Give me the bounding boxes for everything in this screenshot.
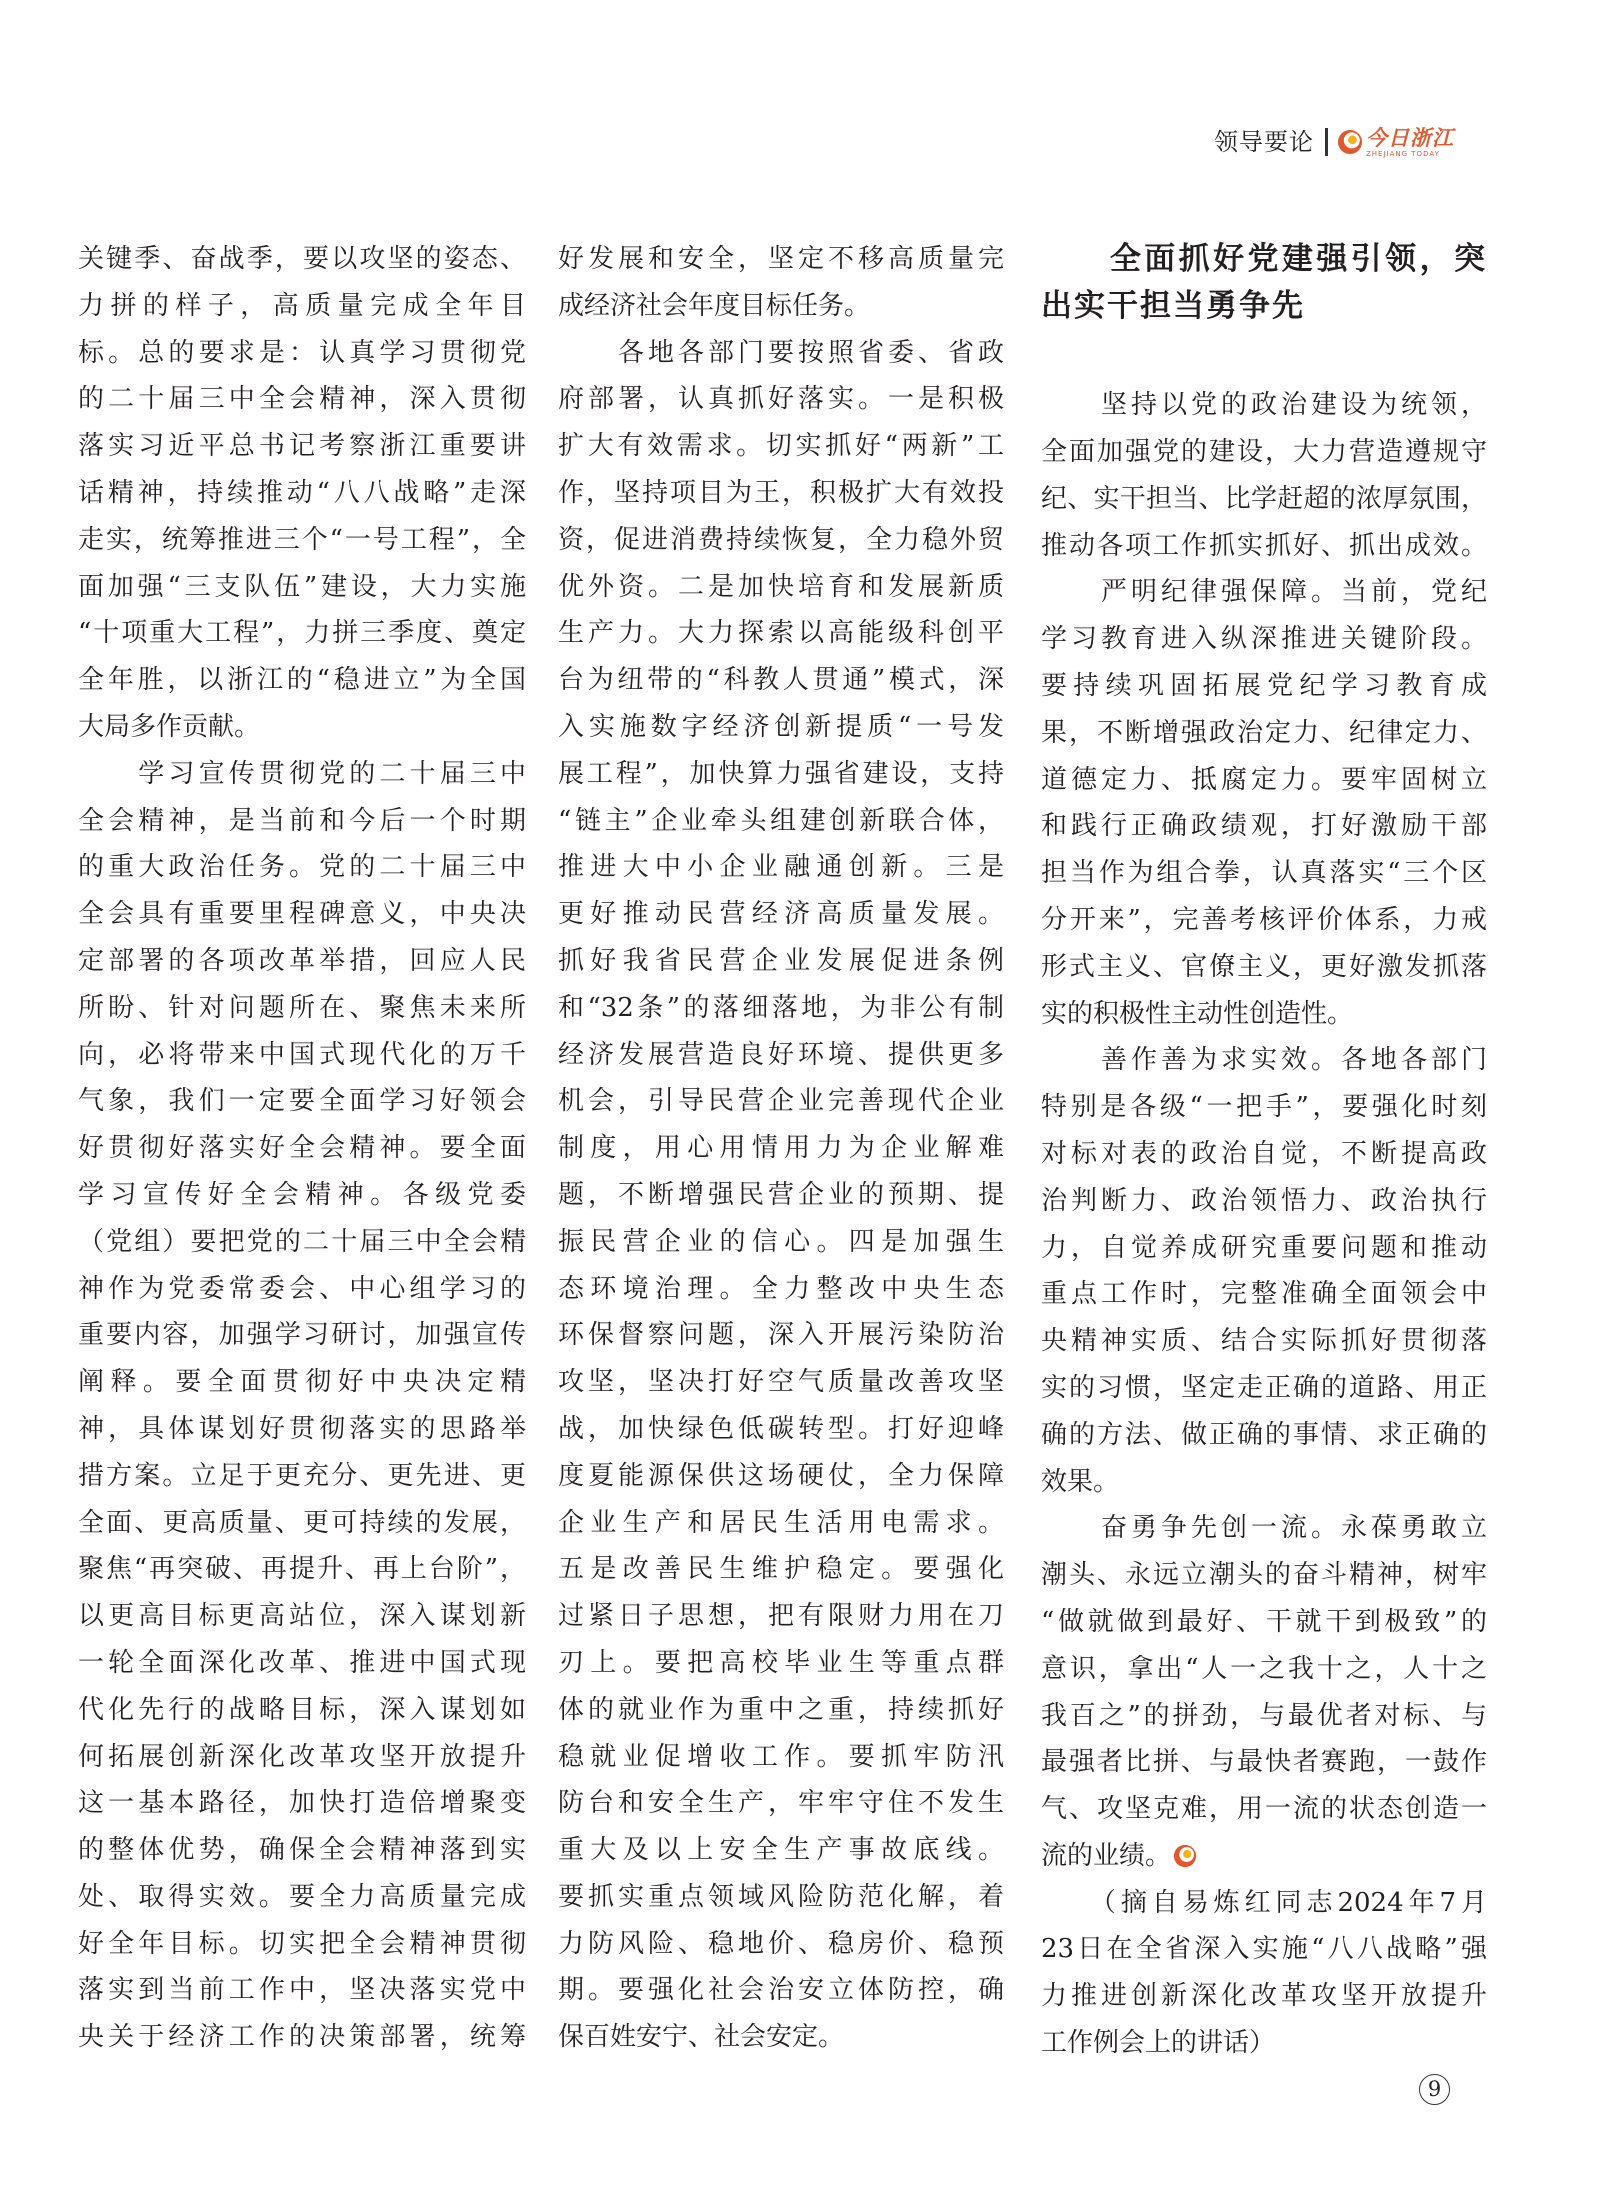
text-line (558, 1219, 1004, 1266)
line-text: 刃上。要把高校毕业生等重点群 (558, 1647, 1004, 1678)
text-line (558, 1266, 1004, 1313)
text-line (558, 236, 1004, 283)
line-text: 何拓展创新深化改革攻坚开放提升 (78, 1741, 526, 1772)
text-line (558, 1453, 1004, 1500)
line-text: 意识，拿出“人一之我十之，人十之 (1041, 1653, 1487, 1684)
text-line (558, 1546, 1004, 1593)
text-line (78, 1967, 526, 2014)
line-text: 重点工作时，完整准确全面领会中 (1041, 1279, 1487, 1310)
swirl-logo-icon (1173, 1844, 1197, 1868)
line-text: 五是改善民生维护稳定。要强化 (558, 1554, 1004, 1585)
line-text: 实的习惯，坚定走正确的道路、用正 (1041, 1372, 1487, 1403)
line-text: 重要内容，加强学习研讨，加强宣传 (78, 1320, 526, 1351)
text-line (558, 1687, 1004, 1734)
source-note-line: 工作例会上的讲话） (1041, 2028, 1276, 2059)
text-line (1041, 382, 1487, 429)
line-text: 防台和安全生产，牢牢守住不发生 (558, 1788, 1004, 1819)
line-text: 要抓实重点领域风险防范化解，着 (558, 1881, 1004, 1912)
line-text: 抓好我省民营企业发展促进条例 (558, 945, 1004, 976)
line-text: 体的就业作为重中之重，持续抓好 (558, 1694, 1004, 1725)
text-line (78, 704, 526, 751)
line-text: 学习教育进入纵深推进关键阶段。 (1041, 624, 1487, 655)
text-line (78, 470, 526, 517)
line-text: 担当作为组合拳，认真落实“三个区 (1041, 858, 1487, 889)
text-line (78, 1546, 526, 1593)
text-line (558, 517, 1004, 564)
text-line (78, 1874, 526, 1921)
text-line (558, 1359, 1004, 1406)
text-line (558, 470, 1004, 517)
text-line (1041, 523, 1487, 570)
line-text: 环保督察问题，深入开展污染防治 (558, 1320, 1004, 1351)
text-line (558, 1780, 1004, 1827)
text-line (1041, 1225, 1487, 1272)
line-text: “十项重大工程”，力拼三季度、奠定 (78, 618, 526, 649)
text-line (558, 844, 1004, 891)
line-text: 力拼的样子，高质量完成全年目 (78, 290, 526, 321)
text-line (78, 657, 526, 704)
line-text: 学习宣传贯彻党的二十届三中 (78, 758, 526, 789)
source-note-line: （摘自易炼红同志2024年7月 (1041, 1887, 1487, 1918)
text-line (1041, 1459, 1487, 1506)
line-text: 好贯彻好落实好全会精神。要全面 (78, 1133, 526, 1164)
paragraph (558, 330, 1004, 2061)
line-text: 我百之”的拼劲，与最优者对标、与 (1041, 1700, 1487, 1731)
line-text: 潮头、永远立潮头的奋斗精神，树牢 (1041, 1560, 1487, 1591)
line-text: 最强者比拼、与最快者赛跑，一鼓作 (1041, 1747, 1487, 1778)
line-text: 关键季、奋战季，要以攻坚的姿态、 (78, 244, 526, 274)
line-text: 振民营企业的信心。四是加强生 (558, 1226, 1004, 1257)
text-line (558, 704, 1004, 751)
text-line (558, 2014, 1004, 2061)
line-text: 全面加强党的建设，大力营造遵规守 (1041, 436, 1487, 467)
lead-phrase: 严明纪律强保障。 (1041, 577, 1341, 608)
line-text: 推进大中小企业融通创新。三是 (558, 852, 1004, 883)
text-line (558, 1312, 1004, 1359)
text-line (558, 938, 1004, 985)
heading-line: 出实干担当勇争先 (1041, 287, 1305, 324)
source-note (1041, 1880, 1487, 2067)
line-text: 这一基本路径，加快打造倍增聚变 (78, 1788, 526, 1819)
heading-line: 全面抓好党建强引领，突 (1041, 241, 1487, 277)
logo-wordmark (1366, 124, 1454, 158)
text-line (1041, 1365, 1487, 1412)
line-text: 话精神，持续推动“八八战略”走深 (78, 477, 526, 508)
line-text: 气象，我们一定要全面学习好领会 (78, 1086, 526, 1117)
page-number: 9 (1419, 2074, 1450, 2105)
line-text: “链主”企业牵头组建创新联合体， (558, 805, 1004, 836)
line-text: 面加强“三支队伍”建设，大力实施 (78, 571, 526, 602)
line-text: 效果。 (1041, 1466, 1120, 1497)
text-line (78, 1593, 526, 1640)
text-line (558, 376, 1004, 423)
line-text: 代化先行的战略目标，深入谋划如 (78, 1694, 526, 1725)
text-line (1041, 897, 1487, 944)
text-line (78, 376, 526, 423)
line-text: 展工程”，加快算力强省建设，支持 (558, 758, 1004, 789)
text-line (558, 564, 1004, 611)
paragraph (78, 751, 526, 2061)
text-line (558, 1874, 1004, 1921)
line-text: 以更高目标更高站位，深入谋划新 (78, 1601, 526, 1632)
text-line (78, 2014, 526, 2061)
text-line (78, 1172, 526, 1219)
running-header (1214, 122, 1454, 162)
logo-subtitle: ZHEJIANG TODAY (1366, 149, 1440, 158)
text-line (558, 423, 1004, 470)
line-text: 当前，党纪 (1340, 577, 1487, 608)
text-line (1041, 429, 1487, 476)
text-line (558, 1406, 1004, 1453)
text-line (1041, 850, 1487, 897)
line-text: 纪、实干担当、比学赶超的浓厚氛围， (1041, 483, 1487, 514)
text-line (1041, 616, 1487, 663)
line-text: 落实习近平总书记考察浙江重要讲 (78, 431, 526, 462)
source-note-line: 23日在全省深入实施“八八战略”强 (1041, 1934, 1487, 1965)
line-text: 和践行正确政绩观，打好激励干部 (1041, 811, 1487, 842)
line-text: 好全年目标。切实把全会精神贯彻 (78, 1928, 526, 1959)
text-line (78, 798, 526, 845)
text-line (558, 1734, 1004, 1781)
line-text: 重大及以上安全生产事故底线。 (558, 1835, 1004, 1866)
paragraph (1041, 1505, 1487, 1879)
source-note-line: 力推进创新深化改革攻坚开放提升 (1041, 1981, 1487, 2012)
paragraph (1041, 382, 1487, 569)
line-text: “做就做到最好、干就干到极致”的 (1041, 1606, 1487, 1637)
text-line (558, 891, 1004, 938)
section-heading (1041, 236, 1487, 330)
line-text: 台为纽带的“科教人贯通”模式，深 (558, 665, 1004, 696)
line-text: 处、取得实效。要全力高质量完成 (78, 1881, 526, 1912)
line-text: 分开来”，完善考核评价体系，力戒 (1041, 904, 1487, 935)
text-line (78, 1500, 526, 1547)
line-text: 的整体优势，确保全会精神落到实 (78, 1835, 526, 1866)
text-line (78, 517, 526, 564)
text-line (558, 1500, 1004, 1547)
text-line (1041, 1833, 1487, 1880)
line-text: 全年胜，以浙江的“稳进立”为全国 (78, 665, 526, 696)
line-text: 机会，引导民营企业完善现代企业 (558, 1086, 1004, 1117)
line-text: 攻坚，坚决打好空气质量改善攻坚 (558, 1367, 1004, 1398)
line-text: 态环境治理。全力整改中央生态 (558, 1273, 1004, 1304)
line-text: 制度，用心用情用力为企业解难 (558, 1133, 1004, 1164)
line-text: 措方案。立足于更充分、更先进、更 (78, 1460, 526, 1491)
paragraph (1041, 569, 1487, 1037)
text-line (78, 1219, 526, 1266)
text-line (1041, 1693, 1487, 1740)
text-line (1041, 1037, 1487, 1084)
text-column-1 (78, 236, 526, 2061)
text-line (78, 1640, 526, 1687)
line-text: 治判断力、政治领悟力、政治执行 (1041, 1185, 1487, 1216)
line-text: 气、攻坚克难，用一流的状态创造一 (1041, 1794, 1487, 1825)
line-text: 更好推动民营经济高质量发展。 (558, 899, 1004, 930)
line-text: 府部署，认真抓好落实。一是积极 (558, 384, 1004, 415)
text-line (78, 1406, 526, 1453)
text-line (1041, 569, 1487, 616)
paragraph (558, 236, 1004, 330)
text-line (558, 751, 1004, 798)
line-text: 永葆勇敢立 (1340, 1513, 1487, 1544)
text-line (558, 985, 1004, 1032)
line-text: 落实到当前工作中，坚决落实党中 (78, 1975, 526, 2006)
text-line (558, 610, 1004, 657)
line-text: 流的业绩。 (1041, 1840, 1172, 1871)
text-line (558, 1640, 1004, 1687)
magazine-logo (1337, 124, 1454, 158)
text-line (78, 610, 526, 657)
line-text: 和“32条”的落细落地，为非公有制 (558, 992, 1004, 1023)
text-line (78, 1780, 526, 1827)
line-text: 力，自觉养成研究重要问题和推动 (1041, 1232, 1487, 1263)
text-line (78, 1312, 526, 1359)
text-line (78, 423, 526, 470)
text-line (78, 1453, 526, 1500)
line-text: 学习宣传好全会精神。各级党委 (78, 1179, 526, 1210)
text-line (78, 1734, 526, 1781)
line-text: 走实，统筹推进三个“一号工程”，全 (78, 524, 526, 555)
text-line (78, 844, 526, 891)
text-line (558, 1967, 1004, 2014)
swirl-logo-icon (1337, 129, 1363, 155)
line-text: 神作为党委常委会、中心组学习的 (78, 1273, 526, 1304)
text-line (78, 564, 526, 611)
line-text: 期。要强化社会治安立体防控，确 (558, 1975, 1004, 2006)
line-text: 实的积极性主动性创造性。 (1041, 998, 1354, 1029)
line-text: 向，必将带来中国式现代化的万千 (78, 1039, 526, 1070)
line-text: 扩大有效需求。切实抓好“两新”工 (558, 431, 1004, 462)
line-text: 定部署的各项改革举措，回应人民 (78, 945, 526, 976)
text-line (558, 657, 1004, 704)
line-text: 推动各项工作抓实抓好、抓出成效。 (1041, 530, 1487, 561)
line-text: 央关于经济工作的决策部署，统筹 (78, 2022, 526, 2053)
line-text: 过紧日子思想，把有限财力用在刀 (558, 1601, 1004, 1632)
text-line (78, 751, 526, 798)
text-line (558, 1125, 1004, 1172)
text-line (78, 985, 526, 1032)
text-line (558, 283, 1004, 330)
text-line (78, 938, 526, 985)
line-text: 题，不断增强民营企业的预期、提 (558, 1179, 1004, 1210)
line-text: 全会精神，是当前和今后一个时期 (78, 805, 526, 836)
lead-phrase: 奋勇争先创一流。 (1041, 1513, 1341, 1544)
line-text: 对标对表的政治自觉，不断提高政 (1041, 1138, 1487, 1169)
lead-phrase: 善作善为求实效。 (1041, 1045, 1341, 1076)
text-line (1041, 944, 1487, 991)
line-text: 企业生产和居民生活用电需求。 (558, 1507, 1004, 1538)
text-line (1041, 1505, 1487, 1552)
text-line (1041, 757, 1487, 804)
text-line (1041, 1739, 1487, 1786)
line-text: 所盼、针对问题所在、聚焦未来所 (78, 992, 526, 1023)
line-text: 形式主义、官僚主义，更好激发抓落 (1041, 951, 1487, 982)
line-text: 各地各部门 (1340, 1045, 1487, 1076)
text-line (1041, 710, 1487, 757)
text-line (558, 330, 1004, 377)
text-line (1041, 1084, 1487, 1131)
text-line (1041, 803, 1487, 850)
line-text: 经济发展营造良好环境、提供更多 (558, 1039, 1004, 1070)
line-text: 标。总的要求是：认真学习贯彻党 (78, 337, 526, 368)
text-line (78, 1032, 526, 1079)
text-line (1041, 1646, 1487, 1693)
text-line (78, 1125, 526, 1172)
text-line (1041, 1131, 1487, 1178)
text-line (558, 1593, 1004, 1640)
line-text: 度夏能源保供这场硬仗，全力保障 (558, 1460, 1004, 1491)
text-line (78, 891, 526, 938)
line-text: 资，促进消费持续恢复，全力稳外贸 (558, 524, 1004, 555)
line-text: 一轮全面深化改革、推进中国式现 (78, 1647, 526, 1678)
text-line (558, 1032, 1004, 1079)
line-text: 大局多作贡献。 (78, 711, 261, 742)
line-text: 保百姓安宁、社会安定。 (558, 2022, 845, 2053)
line-text: 要持续巩固拓展党纪学习教育成 (1041, 670, 1487, 701)
text-line (78, 330, 526, 377)
text-line (1041, 1271, 1487, 1318)
text-line (1041, 1178, 1487, 1225)
section-label: 领导要论 (1214, 128, 1314, 156)
line-text: 阐释。要全面贯彻好中央决定精 (78, 1367, 526, 1398)
line-text: 的重大政治任务。党的二十届三中 (78, 852, 526, 883)
line-text: 成经济社会年度目标任务。 (558, 290, 871, 321)
text-line (78, 283, 526, 330)
header-divider (1325, 128, 1328, 156)
text-line (78, 1266, 526, 1313)
text-line (1041, 1412, 1487, 1459)
line-text: 全面、更高质量、更可持续的发展， (78, 1507, 526, 1538)
text-column-2 (558, 236, 1004, 2061)
line-text: 的二十届三中全会精神，深入贯彻 (78, 384, 526, 415)
text-line (1041, 1318, 1487, 1365)
paragraph (78, 236, 526, 751)
line-text: 生产力。大力探索以高能级科创平 (558, 618, 1004, 649)
text-line (1041, 1786, 1487, 1833)
text-line (78, 1359, 526, 1406)
logo-title: 今日浙江 (1366, 124, 1454, 150)
line-text: 入实施数字经济创新提质“一号发 (558, 711, 1004, 742)
line-text: 全会具有重要里程碑意义，中央决 (78, 899, 526, 930)
text-line (558, 1921, 1004, 1968)
text-line (558, 1078, 1004, 1125)
line-text: 央精神实质、结合实际抓好贯彻落 (1041, 1326, 1487, 1357)
line-text: 作，坚持项目为王，积极扩大有效投 (558, 477, 1004, 508)
line-text: 稳就业促增收工作。要抓牢防汛 (558, 1741, 1004, 1772)
line-text: 坚持以党的政治建设为统领， (1041, 390, 1487, 421)
line-text: 好发展和安全，坚定不移高质量完 (558, 244, 1004, 274)
line-text: 神，具体谋划好贯彻落实的思路举 (78, 1413, 526, 1444)
text-line (78, 1827, 526, 1874)
text-line (558, 1827, 1004, 1874)
text-line (78, 1921, 526, 1968)
text-line (78, 236, 526, 283)
line-text: 确的方法、做正确的事情、求正确的 (1041, 1419, 1487, 1450)
text-line (1041, 663, 1487, 710)
text-line (558, 1172, 1004, 1219)
line-text: 各地各部门要按照省委、省政 (558, 337, 1004, 368)
line-text: 特别是各级“一把手”，要强化时刻 (1041, 1092, 1487, 1123)
line-text: （党组）要把党的二十届三中全会精 (78, 1226, 526, 1257)
line-text: 道德定力、抵腐定力。要牢固树立 (1041, 764, 1487, 795)
line-text: 力防风险、稳地价、稳房价、稳预 (558, 1928, 1004, 1959)
text-column-3 (1041, 236, 1487, 2067)
text-line (78, 1078, 526, 1125)
text-line (1041, 476, 1487, 523)
line-text: 优外资。二是加快培育和发展新质 (558, 571, 1004, 602)
paragraph (1041, 1037, 1487, 1505)
text-line (78, 1687, 526, 1734)
line-text: 聚焦“再突破、再提升、再上台阶”， (78, 1554, 526, 1585)
text-line (1041, 1552, 1487, 1599)
text-line (1041, 991, 1487, 1038)
text-line (1041, 1599, 1487, 1646)
line-text: 战，加快绿色低碳转型。打好迎峰 (558, 1413, 1004, 1444)
text-line (558, 798, 1004, 845)
line-text: 果，不断增强政治定力、纪律定力、 (1041, 717, 1487, 748)
